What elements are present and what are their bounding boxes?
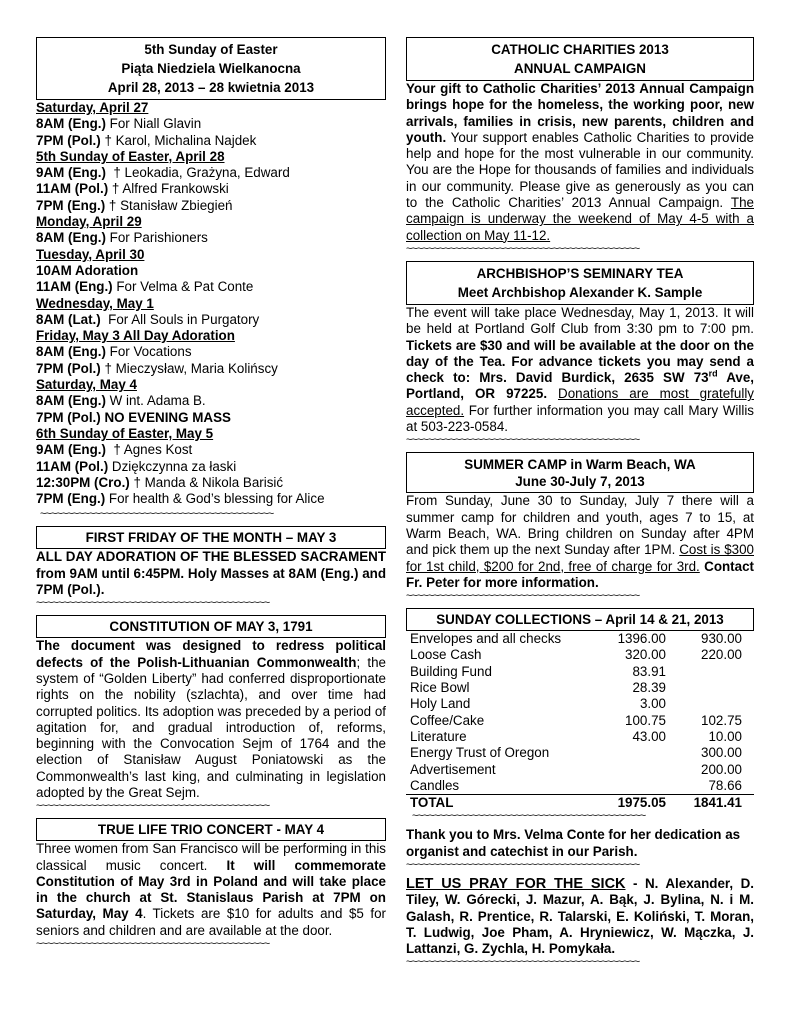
collections-row	[406, 680, 754, 696]
concert-body-bold: It will commemorate Constitution of May 3rd in Poland and will take place in the church at St. Stanislaus Parish at 7PM on Saturday, May 4	[36, 857, 386, 922]
seminary-tea-header	[406, 261, 754, 305]
constitution-title: CONSTITUTION OF MAY 3, 1791	[109, 619, 313, 635]
seminary-tea-body-bold-2: Ave, Portland, OR 97225.	[406, 370, 755, 402]
collection-label: Holy Land	[410, 696, 471, 712]
separator: ~~~~~~~~~~~~~~~~~~~~~~~~~~~~~~~~~~~~~~~~~~~	[36, 939, 270, 951]
mass-entry	[36, 116, 386, 132]
summer-camp-header	[406, 452, 754, 493]
collection-amount-apr21	[672, 680, 754, 696]
charities-title-2: ANNUAL CAMPAIGN	[514, 61, 646, 76]
constitution-header	[36, 615, 386, 638]
mass-entry	[36, 442, 386, 458]
mass-time: 7PM (Pol.) NO EVENING MASS	[36, 409, 231, 425]
mass-entry	[36, 230, 386, 246]
schedule-day-heading: 6th Sunday of Easter, May 5	[36, 425, 214, 441]
first-friday-title: FIRST FRIDAY OF THE MONTH – MAY 3	[85, 530, 337, 546]
charities-header	[406, 37, 754, 81]
concert-title: TRUE LIFE TRIO CONCERT - MAY 4	[97, 822, 325, 838]
collections-total-b: 1841.41	[693, 795, 742, 811]
collections-row	[406, 762, 754, 778]
mass-intention: W int. Adama B.	[105, 393, 206, 409]
schedule-day-heading: Saturday, April 27	[36, 100, 149, 115]
mass-entry	[36, 312, 386, 328]
mass-entry	[36, 393, 386, 409]
collection-amount-apr14	[596, 762, 672, 778]
collection-label: Literature	[410, 728, 467, 744]
collection-amount-apr14	[596, 778, 672, 795]
mass-time: 9AM (Eng.)	[36, 442, 106, 458]
mass-intention: For health & God’s blessing for Alice	[105, 491, 325, 507]
collection-label: Advertisement	[410, 761, 496, 777]
schedule-day-heading: Monday, April 29	[36, 214, 142, 230]
collection-label: Coffee/Cake	[410, 712, 485, 728]
collection-amount-apr14: 3.00	[639, 696, 666, 712]
seminary-tea-body-start: The event will take place Wednesday, May 1, 2013. It will be held at Portland Golf Club from 3:30 pm to 7:00 pm.	[406, 304, 754, 337]
mass-entry	[36, 491, 386, 507]
collection-amount-apr21	[672, 664, 754, 680]
mass-intention: † Manda & Nikola Barisić	[129, 474, 284, 490]
collection-amount-apr14: 28.39	[632, 680, 666, 696]
collections-header	[406, 608, 754, 631]
mass-entry	[36, 198, 386, 214]
pray-head: LET US PRAY FOR THE SICK	[406, 875, 626, 892]
separator: ~~~~~~~~~~~~~~~~~~~~~~~~~~~~~~~~~~~~~~~~~~~	[406, 957, 640, 969]
schedule-day-heading: 5th Sunday of Easter, April 28	[36, 148, 225, 164]
collections-table	[406, 631, 754, 811]
collection-amount-apr14: 83.91	[632, 663, 666, 679]
collection-amount-apr21: 200.00	[701, 761, 742, 777]
mass-intention: For Velma & Pat Conte	[112, 279, 254, 295]
charities-body-rest: Your support enables Catholic Charities to provide help and hope for the most vulnerable in our community. You are the Hope for thousands of families and individuals in our community. Please give as generously as you can to the Catholic Charities’ 2013 Annual Campaign.	[406, 129, 754, 211]
first-friday-header	[36, 526, 386, 549]
collection-amount-apr14: 43.00	[632, 728, 666, 744]
seminary-tea-body-underline: Donations are most gratefully accepted.	[406, 386, 754, 418]
mass-intention: For Vocations	[105, 344, 192, 360]
mass-time: 7PM (Pol.)	[36, 360, 101, 376]
mass-intention: For Niall Glavin	[105, 116, 202, 132]
thanks-note: Thank you to Mrs. Velma Conte for her dedication as organist and catechist in our Parish.	[406, 827, 741, 859]
collections-row	[406, 745, 754, 761]
collections-row	[406, 664, 754, 680]
collection-amount-apr21: 10.00	[708, 728, 742, 744]
right-column	[406, 37, 754, 968]
concert-body	[36, 841, 386, 939]
mass-time: 8AM (Eng.)	[36, 116, 106, 132]
mass-schedule-list	[36, 100, 386, 507]
mass-time: 8AM (Eng.)	[36, 344, 106, 360]
collections-row	[406, 729, 754, 745]
collections-title: SUNDAY COLLECTIONS – April 14 & 21, 2013	[436, 612, 724, 628]
mass-intention: † Agnes Kost	[105, 442, 193, 458]
separator: ~~~~~~~~~~~~~~~~~~~~~~~~~~~~~~~~~~~~~~~~~~~	[406, 435, 640, 447]
constitution-body	[36, 638, 386, 801]
collection-amount-apr14: 100.75	[625, 712, 666, 728]
charities-body	[406, 81, 754, 244]
mass-time: 9AM (Eng.)	[36, 165, 106, 181]
mass-time: 12:30PM (Cro.)	[36, 474, 130, 490]
summer-camp-body-bold: Contact Fr. Peter for more information.	[406, 558, 754, 590]
summer-camp-body-underline: Cost is $300 for 1st child, $200 for 2nd, free of charge for 3rd.	[406, 542, 754, 574]
mass-intention: Dziękczynna za łaski	[108, 458, 237, 474]
separator: ~~~~~~~~~~~~~~~~~~~~~~~~~~~~~~~~~~~~~~~~~~~	[36, 598, 270, 610]
summer-camp-body-start: From Sunday, June 30 to Sunday, July 7 there will a summer camp for children and youth, ages 7 to 15, at Warm Beach, WA. Bring children on Sunday after 4PM and pick them up the next Sunday after 1PM.	[406, 493, 754, 558]
collection-label: Energy Trust of Oregon	[410, 745, 550, 761]
mass-title-en: 5th Sunday of Easter	[144, 42, 278, 57]
mass-intention: † Alfred Frankowski	[108, 181, 229, 197]
collection-label: Candles	[410, 777, 460, 793]
seminary-tea-body	[406, 305, 754, 435]
charities-title-1: CATHOLIC CHARITIES 2013	[491, 42, 669, 57]
collection-amount-apr14: 320.00	[625, 647, 666, 663]
collections-row	[406, 713, 754, 729]
separator: ~~~~~~~~~~~~~~~~~~~~~~~~~~~~~~~~~~~~~~~~~~~	[40, 509, 274, 521]
seminary-tea-title-1: ARCHBISHOP’S SEMINARY TEA	[476, 265, 684, 281]
mass-time: 11AM (Pol.)	[36, 458, 109, 474]
mass-intention: For All Souls in Purgatory	[100, 311, 260, 327]
mass-entry	[36, 165, 386, 181]
constitution-body-rest: ; the system of “Golden Liberty” had conferred disproportionate rights on the nobility (szlachta), and over time had corrupted politics. Its adoption was preceded by a period of agitation for, and gradual introduction of, reforms, beginning with the Convocation Sejm of 1764 and the election of Stanisław August Poniatowski as the Commonwealth’s last king, and culminating in legislation adopted by the Great Sejm.	[36, 654, 386, 800]
mass-intention: † Leokadia, Grażyna, Edward	[105, 165, 290, 181]
separator: ~~~~~~~~~~~~~~~~~~~~~~~~~~~~~~~~~~~~~~~~~~~	[412, 811, 646, 823]
schedule-day-heading: Tuesday, April 30	[36, 246, 145, 262]
collections-total-a: 1975.05	[617, 795, 666, 811]
first-friday-body: ALL DAY ADORATION OF THE BLESSED SACRAMENT from 9AM until 6:45PM. Holy Masses at 8AM (Eng.) and 7PM (Pol.).	[36, 549, 386, 598]
schedule-day-heading: Saturday, May 4	[36, 377, 137, 393]
mass-intention: † Mieczysław, Maria Kolińscy	[100, 360, 278, 376]
mass-schedule-header	[36, 37, 386, 100]
mass-entry	[36, 410, 386, 426]
mass-time: 10AM Adoration	[36, 262, 139, 278]
summer-camp-body	[406, 493, 754, 591]
mass-entry	[36, 133, 386, 149]
constitution-body-bold: The document was designed to redress political defects of the Polish-Lithuanian Commonwealth	[36, 638, 386, 670]
mass-time: 7PM (Pol.)	[36, 132, 101, 148]
mass-entry	[36, 459, 386, 475]
collection-amount-apr14: 1396.00	[617, 631, 666, 647]
schedule-day-heading: Friday, May 3 All Day Adoration	[36, 328, 235, 344]
mass-title-pl: Piąta Niedziela Wielkanocna	[121, 61, 301, 76]
mass-time: 7PM (Eng.)	[36, 491, 106, 507]
concert-body-start: Three women from San Francisco will be performing in this classical music concert.	[36, 841, 386, 873]
mass-time: 8AM (Lat.)	[36, 311, 101, 327]
collection-amount-apr21: 220.00	[701, 647, 742, 663]
seminary-tea-title-2: Meet Archbishop Alexander K. Sample	[457, 284, 703, 300]
mass-time: 7PM (Eng.)	[36, 197, 106, 213]
collections-row	[406, 696, 754, 712]
collection-label: Building Fund	[410, 663, 492, 679]
seminary-tea-body-sup: rd	[708, 368, 718, 379]
mass-dates: April 28, 2013 – 28 kwietnia 2013	[107, 80, 315, 95]
schedule-day-heading: Wednesday, May 1	[36, 295, 154, 311]
left-column	[36, 37, 386, 950]
separator: ~~~~~~~~~~~~~~~~~~~~~~~~~~~~~~~~~~~~~~~~~~~	[406, 243, 640, 255]
collection-label: Loose Cash	[410, 647, 482, 663]
mass-intention: † Stanisław Zbiegień	[105, 197, 233, 213]
collections-total-label: TOTAL	[410, 795, 454, 811]
collections-row	[406, 647, 754, 663]
collection-amount-apr21	[672, 696, 754, 712]
mass-time: 11AM (Eng.)	[36, 279, 113, 295]
mass-entry	[36, 475, 386, 491]
mass-intention: For Parishioners	[105, 230, 208, 246]
collection-amount-apr21: 300.00	[701, 745, 742, 761]
summer-camp-title-2: June 30-July 7, 2013	[515, 474, 645, 490]
seminary-tea-body-bold: Tickets are $30 and will be available at the door on the day of the Tea. For advance tickets you may send a check to: Mrs. David Burdick, 2635 SW 73	[406, 337, 754, 386]
collection-amount-apr21: 78.66	[708, 777, 742, 793]
mass-entry	[36, 181, 386, 197]
collection-amount-apr21: 930.00	[701, 631, 742, 647]
seminary-tea-body-end: For further information you may call Mary Willis at 503-223-0584.	[406, 402, 754, 435]
concert-header	[36, 818, 386, 841]
collections-row	[406, 778, 754, 795]
collection-label: Rice Bowl	[410, 680, 470, 696]
mass-time: 11AM (Pol.)	[36, 181, 109, 197]
mass-entry	[36, 361, 386, 377]
mass-entry	[36, 279, 386, 295]
collections-total-row	[406, 795, 754, 812]
mass-entry	[36, 263, 386, 279]
summer-camp-title-1: SUMMER CAMP in Warm Beach, WA	[464, 457, 696, 473]
collection-amount-apr14	[596, 745, 672, 761]
pray-for-sick	[406, 876, 754, 957]
pray-names: - N. Alexander, D. Tiley, W. Górecki, J. Mazur, A. Bąk, J. Bylina, N. i M. Galash, R. Prentice, R. Talarski, E. Koliński, T. Moran, T. Ludwig, Joe Pham, A. Hryniewicz, W. Mączka, J. Lattanzi, G. Zychla, H. Pomykała.	[406, 875, 754, 957]
separator: ~~~~~~~~~~~~~~~~~~~~~~~~~~~~~~~~~~~~~~~~~~~	[36, 801, 270, 813]
separator: ~~~~~~~~~~~~~~~~~~~~~~~~~~~~~~~~~~~~~~~~~~~	[406, 859, 640, 871]
separator: ~~~~~~~~~~~~~~~~~~~~~~~~~~~~~~~~~~~~~~~~~~~	[406, 591, 640, 603]
mass-time: 8AM (Eng.)	[36, 393, 106, 409]
collection-label: Envelopes and all checks	[410, 631, 562, 647]
collections-row	[406, 631, 754, 647]
collection-amount-apr21: 102.75	[701, 712, 742, 728]
mass-entry	[36, 344, 386, 360]
concert-body-end: . Tickets are $10 for adults and $5 for seniors and children and are available at the door.	[36, 906, 386, 938]
mass-time: 8AM (Eng.)	[36, 230, 106, 246]
charities-body-underline: The campaign is underway the weekend of May 4-5 with a collection on May 11-12.	[406, 195, 754, 243]
charities-body-bold: Your gift to Catholic Charities’ 2013 Annual Campaign brings hope for the homeless, the working poor, new arrivals, families in crisis, new parents, children and youth.	[406, 81, 754, 145]
mass-intention: † Karol, Michalina Najdek	[100, 132, 257, 148]
